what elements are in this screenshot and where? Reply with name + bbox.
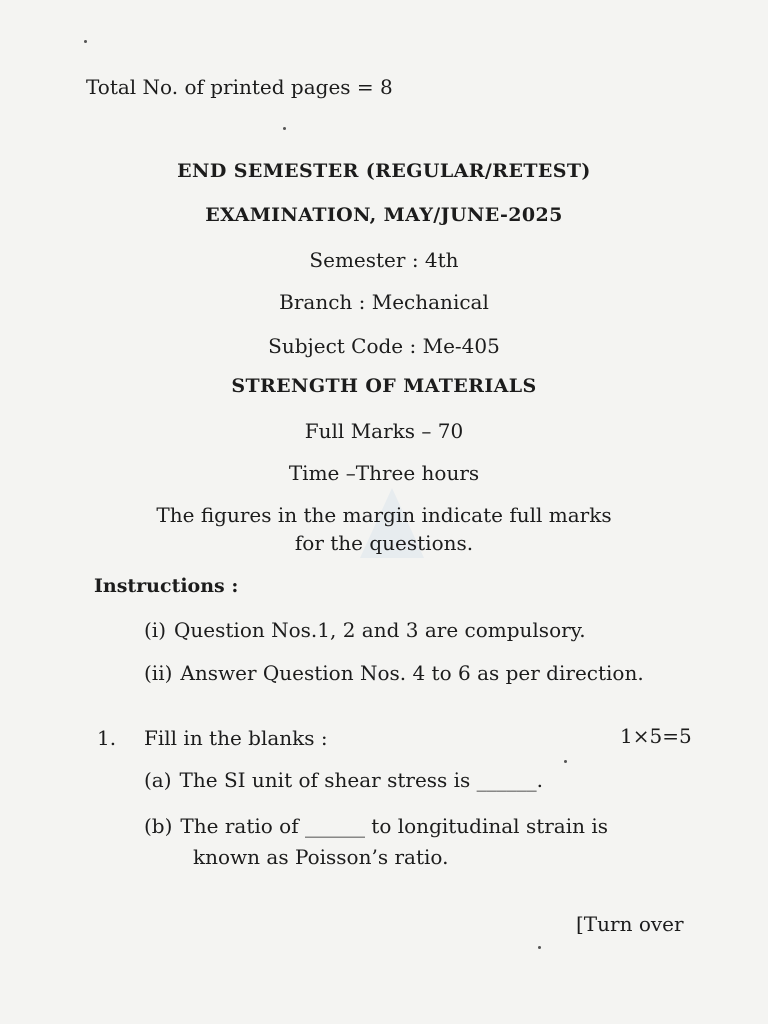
speck <box>283 127 286 130</box>
question-number: 1. <box>97 726 117 750</box>
speck <box>84 40 87 43</box>
instruction-text: Question Nos.1, 2 and 3 are compulsory. <box>174 618 586 642</box>
exam-title-line1: END SEMESTER (REGULAR/RETEST) <box>177 160 591 182</box>
speck <box>538 946 541 949</box>
instruction-text: Answer Question Nos. 4 to 6 as per direction. <box>180 661 644 685</box>
full-marks: Full Marks – 70 <box>304 419 464 443</box>
question-part <box>144 814 608 838</box>
instructions-heading: Instructions : <box>94 575 239 597</box>
part-label: (b) <box>144 814 173 838</box>
speck <box>564 760 567 763</box>
instruction-number: (i) <box>144 618 167 642</box>
marks-note-line2: for the questions. <box>294 531 474 555</box>
printed-pages-count: Total No. of printed pages = 8 <box>86 75 393 99</box>
exam-title-line2: EXAMINATION, MAY/JUNE-2025 <box>205 204 563 226</box>
part-text: The SI unit of shear stress is ______. <box>179 768 544 792</box>
turn-over-note: [Turn over <box>576 912 684 936</box>
part-label: (a) <box>144 768 172 792</box>
part-text-continued: known as Poisson’s ratio. <box>193 845 449 869</box>
subject-title: STRENGTH OF MATERIALS <box>231 375 537 397</box>
subject-code: Subject Code : Me-405 <box>268 334 500 358</box>
instruction-item <box>144 661 644 685</box>
time-allowed: Time –Three hours <box>288 461 480 485</box>
semester: Semester : 4th <box>309 248 459 272</box>
marks-note-line1: The figures in the margin indicate full marks <box>156 503 612 527</box>
branch: Branch : Mechanical <box>279 290 489 314</box>
question-text: Fill in the blanks : <box>144 726 328 750</box>
instruction-item <box>144 618 586 642</box>
question-marks: 1×5=5 <box>620 724 692 748</box>
instruction-number: (ii) <box>144 661 173 685</box>
question-part <box>144 768 543 792</box>
part-text: The ratio of ______ to longitudinal strain is <box>180 814 609 838</box>
